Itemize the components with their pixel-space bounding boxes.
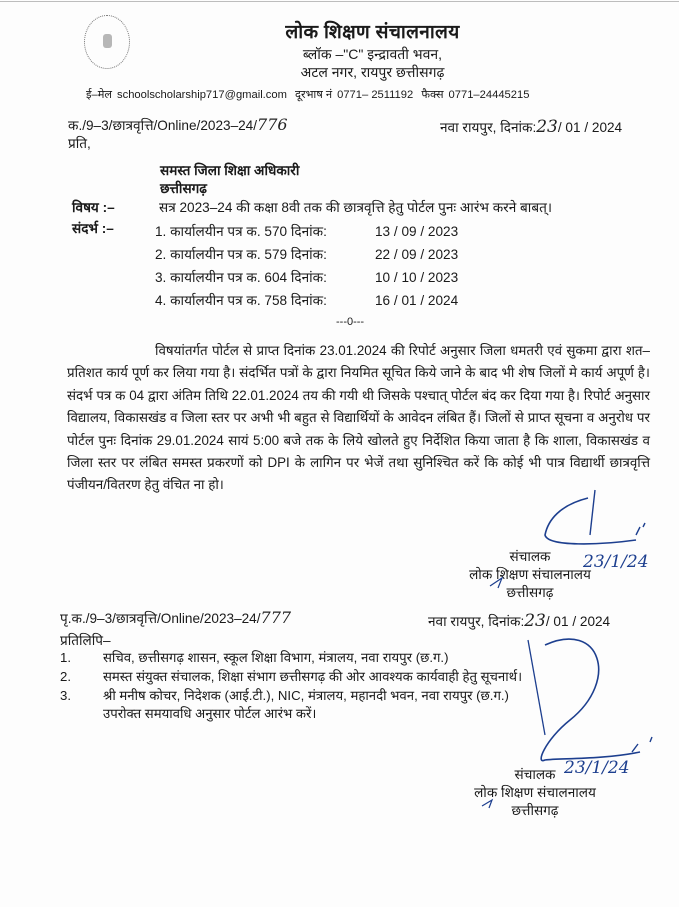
handwritten-signature-date: 23/1/24 (583, 552, 649, 572)
subject-text: सत्र 2023–24 की कक्षा 8वी तक की छात्रवृत्ति हेतु पोर्टल पुनः आरंभ करने बाबत्। (159, 200, 552, 215)
signature-block-letter (460, 548, 600, 602)
copy-list-item: 2. समस्त संयुक्त संचालक, शिक्षा संभाग छत्तीसगढ़ की ओर आवश्यक कार्यवाही हेतु सूचनार्थ। (60, 669, 523, 684)
reference-date: 22 / 09 / 2023 (375, 247, 459, 262)
handwritten-copy-date-day: 23 (524, 611, 546, 631)
signatory-designation: संचालक (514, 767, 556, 782)
to-label: प्रति, (68, 136, 91, 151)
letter-body: विषयांतर्गत पोर्टल से प्राप्त दिनांक 23.01.2024 की रिपोर्ट अनुसार जिला धमतरी एवं सुकमा द्वारा शत–प्रतिशत कार्य पूर्ण कर लिया गया है। संदर्भित पत्रों के द्वारा नियमित सूचित किये जाने के बाद भी शेष जिलों मे कार्य अपूर्ण है। संदर्भ पत्र क 04 द्वारा अंतिम तिथि 22.01.2024 तय की गयी थी जिसके पश्चात् पोर्टल बंद कर दिया गया है। रिपोर्ट अनुसार विद्यालय, विकासखंड व जिला स्तर पर अभी भी बहुत से विद्यार्थियों के आवेदन लंबित हैं। जिलों से प्राप्त सूचना व अनुरोध पर पोर्टल पुनः दिनांक 29.01.2024 सायं 5:00 बजे तक के लिये खोलते हुए निर्देशित किया जाता है कि शाला, विकासखंड व जिला स्तर पर लंबित समस्त प्रकरणों को DPI के लागिन पर भेजें तथा सुनिश्चित करें कि कोई भी पात्र विद्यार्थी छात्रवृत्ति पंजीयन/वितरण हेतु वंचित ना हो। (67, 343, 650, 493)
signatory-state: छत्तीसगढ़ (506, 585, 554, 600)
reference-item: 2. कार्यालयीन पत्र क. 579 दिनांक: (155, 247, 327, 262)
signatory-designation: संचालक (509, 549, 551, 564)
signatory-office: लोक शिक्षण संचालनालय (474, 785, 596, 800)
reference-label: संदर्भ :– (72, 221, 114, 236)
copy-place-date: नवा रायपुर, दिनांक:23/ 01 / 2024 (428, 611, 611, 631)
address-line-2: अटल नगर, रायपुर छत्तीसगढ़ (300, 64, 445, 80)
copy-list-item-continuation: उपरोक्त समयावधि अनुसार पोर्टल आरंभ करें। (103, 706, 317, 721)
fax-number: 0771–24445215 (448, 89, 530, 101)
phone-label: दूरभाष नं (295, 89, 333, 101)
copy-reference-number: पृ.क./9–3/छात्रवृत्ति/Online/2023–24/777 (60, 608, 292, 627)
signatory-office: लोक शिक्षण संचालनालय (469, 567, 591, 582)
reference-date: 13 / 09 / 2023 (375, 224, 459, 239)
reference-item: 4. कार्यालयीन पत्र क. 758 दिनांक: (155, 293, 327, 308)
fax-label: फैक्स (421, 89, 444, 101)
handwritten-signature-date-copy: 23/1/24 (564, 758, 630, 778)
contact-line (86, 87, 534, 102)
scan-border (0, 1, 679, 2)
letter-place-date: नवा रायपुर, दिनांक:23/ 01 / 2024 (440, 117, 623, 137)
copy-label: प्रतिलिपि– (60, 633, 111, 648)
phone-number: 0771– 2511192 (337, 89, 414, 101)
handwritten-copy-ref-number: 777 (260, 608, 292, 627)
office-title: लोक शिक्षण संचालनालय (285, 22, 460, 43)
section-separator: ---0--- (336, 316, 365, 328)
email-label: ई–मेल (86, 89, 112, 101)
handwritten-ref-number: 776 (257, 115, 288, 134)
reference-date: 16 / 01 / 2024 (375, 293, 459, 308)
handwritten-date-day: 23 (536, 117, 558, 137)
subject-label: विषय :– (72, 200, 115, 215)
recipient-line-1: समस्त जिला शिक्षा अधिकारी (160, 163, 300, 178)
reference-item: 3. कार्यालयीन पत्र क. 604 दिनांक: (155, 270, 327, 285)
email-address[interactable]: schoolscholarship717@gmail.com (117, 89, 287, 101)
reference-item: 1. कार्यालयीन पत्र क. 570 दिनांक: (155, 224, 327, 239)
signatory-state: छत्तीसगढ़ (511, 803, 559, 818)
address-line-1: ब्लॉक –"C" इन्द्रावती भवन, (302, 46, 443, 62)
recipient-line-2: छत्तीसगढ़ (160, 181, 207, 196)
reference-date: 10 / 10 / 2023 (375, 270, 459, 285)
letter-reference-number: क./9–3/छात्रवृत्ति/Online/2023–24/776 (68, 115, 288, 134)
copy-list-item: 3. श्री मनीष कोचर, निदेशक (आई.टी.), NIC, मंत्रालय, महानदी भवन, नवा रायपुर (छ.ग.) (60, 688, 509, 703)
copy-list-item: 1. सचिव, छत्तीसगढ़ शासन, स्कूल शिक्षा विभाग, मंत्रालय, नवा रायपुर (छ.ग.) (60, 650, 449, 665)
